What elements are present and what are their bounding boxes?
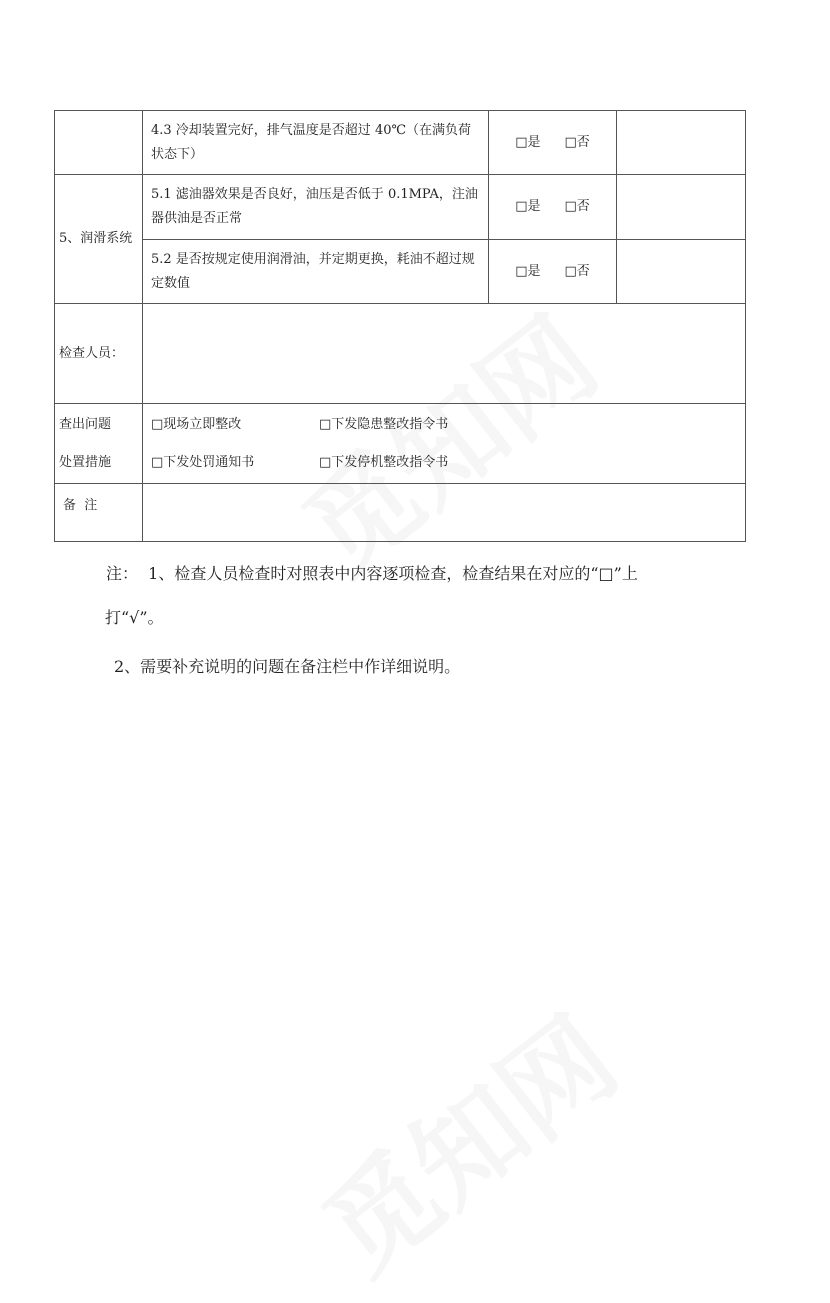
remarks-field[interactable] [143, 484, 746, 542]
table-row [55, 304, 746, 404]
option-onsite-rectify[interactable]: □现场立即整改 [151, 416, 242, 432]
item-text: 5.1 滤油器效果是否良好，油压是否低于 0.1MPA，注油器供油是否正常 [143, 175, 489, 240]
remark-cell[interactable] [617, 111, 746, 175]
note-1-line-2: 打“√”。 [105, 608, 164, 627]
table-row [55, 111, 746, 175]
measures-options [143, 404, 746, 484]
no-checkbox[interactable]: □否 [564, 199, 590, 214]
inspection-form [54, 110, 745, 542]
measures-label-line1: 查出问题 [59, 416, 112, 432]
yes-checkbox[interactable]: □是 [515, 199, 541, 214]
item-text: 4.3 冷却装置完好，排气温度是否超过 40℃（在满负荷状态下） [143, 111, 489, 175]
measures-label [55, 404, 143, 484]
yes-no-options [489, 240, 617, 304]
inspector-label: 检查人员： [55, 304, 143, 404]
note-2: 2、需要补充说明的问题在备注栏中作详细说明。 [114, 657, 461, 676]
table-row [55, 484, 746, 542]
measures-label-line2: 处置措施 [59, 454, 112, 470]
remark-cell[interactable] [617, 175, 746, 240]
table-row [55, 240, 746, 304]
yes-checkbox[interactable]: □是 [515, 263, 541, 279]
option-penalty-notice[interactable]: □下发处罚通知书 [151, 454, 255, 470]
checklist-table [54, 110, 746, 542]
yes-checkbox[interactable]: □是 [515, 134, 541, 150]
yes-no-options [489, 175, 617, 240]
no-checkbox[interactable]: □否 [564, 134, 590, 150]
remark-cell[interactable] [617, 240, 746, 304]
yes-no-options [489, 111, 617, 175]
remarks-label: 备 注 [55, 484, 143, 542]
category-lubrication: 5、润滑系统 [55, 175, 143, 304]
category-cell [55, 111, 143, 175]
no-checkbox[interactable]: □否 [564, 263, 590, 279]
note-1-line-1: 注： 1、检查人员检查时对照表中内容逐项检查，检查结果在对应的“□”上 [106, 564, 638, 583]
item-text: 5.2 是否按规定使用润滑油，并定期更换，耗油不超过规定数值 [143, 240, 489, 304]
option-shutdown-rectify-order[interactable]: □下发停机整改指令书 [319, 454, 449, 470]
watermark [286, 975, 643, 1303]
table-row [55, 404, 746, 484]
inspector-field[interactable] [143, 304, 746, 404]
option-hazard-rectify-order[interactable]: □下发隐患整改指令书 [319, 416, 449, 432]
table-row [55, 175, 746, 240]
notes [106, 552, 746, 640]
